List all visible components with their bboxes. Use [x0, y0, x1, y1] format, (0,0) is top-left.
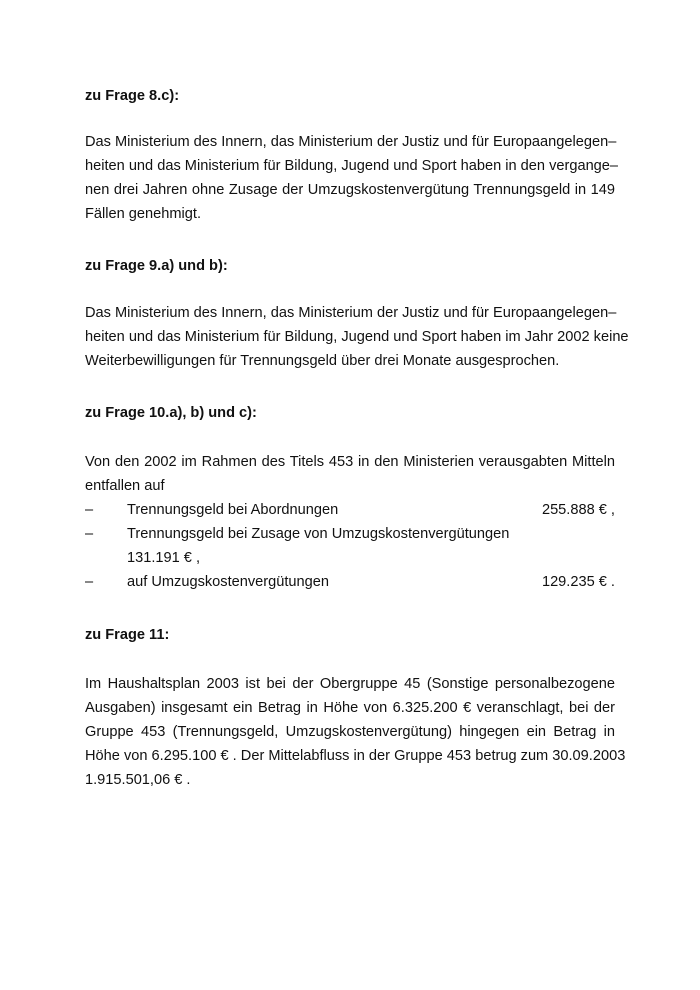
section-heading-frage-8c: zu Frage 8.c): — [85, 88, 180, 104]
paragraph-line: Höhe von 6.295.100 € . Der Mittelabfluss in der Gruppe 453 betrug zum 30.09.2003 — [85, 748, 626, 764]
section-paragraph-frage-10abc — [85, 450, 615, 498]
paragraph-line: Von den 2002 im Rahmen des Titels 453 in den Ministerien verausgabten Mitteln — [85, 454, 615, 470]
list-item-amount: 255.888 € , — [541, 502, 615, 518]
list-item-label: auf Umzugskostenvergütungen — [127, 574, 330, 590]
paragraph-line: Im Haushaltsplan 2003 ist bei der Obergruppe 45 (Sonstige personalbezogene — [85, 676, 615, 692]
paragraph-line: Gruppe 453 (Trennungsgeld, Umzugskostenvergütung) hingegen ein Betrag in — [85, 724, 615, 740]
dash-bullet: – — [85, 502, 94, 518]
paragraph-line: Das Ministerium des Innern, das Ministerium der Justiz und für Europaangelegen– — [85, 305, 617, 321]
paragraph-line: heiten und das Ministerium für Bildung, Jugend und Sport haben in den vergange– — [85, 158, 619, 174]
paragraph-line: entfallen auf — [85, 478, 165, 494]
section-paragraph-frage-11 — [85, 672, 626, 792]
dash-bullet: – — [85, 526, 94, 542]
paragraph-line: Ausgaben) insgesamt ein Betrag in Höhe von 6.325.200 € veranschlagt, bei der — [85, 700, 615, 716]
section-paragraph-frage-8c — [85, 130, 619, 226]
list-item-label: Trennungsgeld bei Abordnungen — [127, 502, 339, 518]
paragraph-line: 1.915.501,06 € . — [85, 772, 191, 788]
paragraph-line: Das Ministerium des Innern, das Ministerium der Justiz und für Europaangelegen– — [85, 134, 617, 150]
paragraph-line: Fällen genehmigt. — [85, 206, 202, 222]
section-paragraph-frage-9ab — [85, 301, 629, 373]
list-item-amount: 129.235 € . — [541, 574, 615, 590]
list-item — [85, 570, 615, 594]
list-item-amount: 131.191 € , — [127, 550, 201, 566]
section-heading-frage-11: zu Frage 11: — [85, 627, 170, 643]
section-heading-frage-9ab: zu Frage 9.a) und b): — [85, 258, 228, 274]
section-heading-frage-10abc: zu Frage 10.a), b) und c): — [85, 405, 257, 421]
paragraph-line: Weiterbewilligungen für Trennungsgeld über drei Monate ausgesprochen. — [85, 353, 560, 369]
paragraph-line: heiten und das Ministerium für Bildung, Jugend und Sport haben im Jahr 2002 keine — [85, 329, 629, 345]
dash-bullet: – — [85, 574, 94, 590]
list-item — [85, 522, 615, 570]
list-item-label: Trennungsgeld bei Zusage von Umzugskostenvergütungen — [127, 526, 510, 542]
paragraph-line: nen drei Jahren ohne Zusage der Umzugskostenvergütung Trennungsgeld in 149 — [85, 182, 615, 198]
list-item — [85, 498, 615, 522]
